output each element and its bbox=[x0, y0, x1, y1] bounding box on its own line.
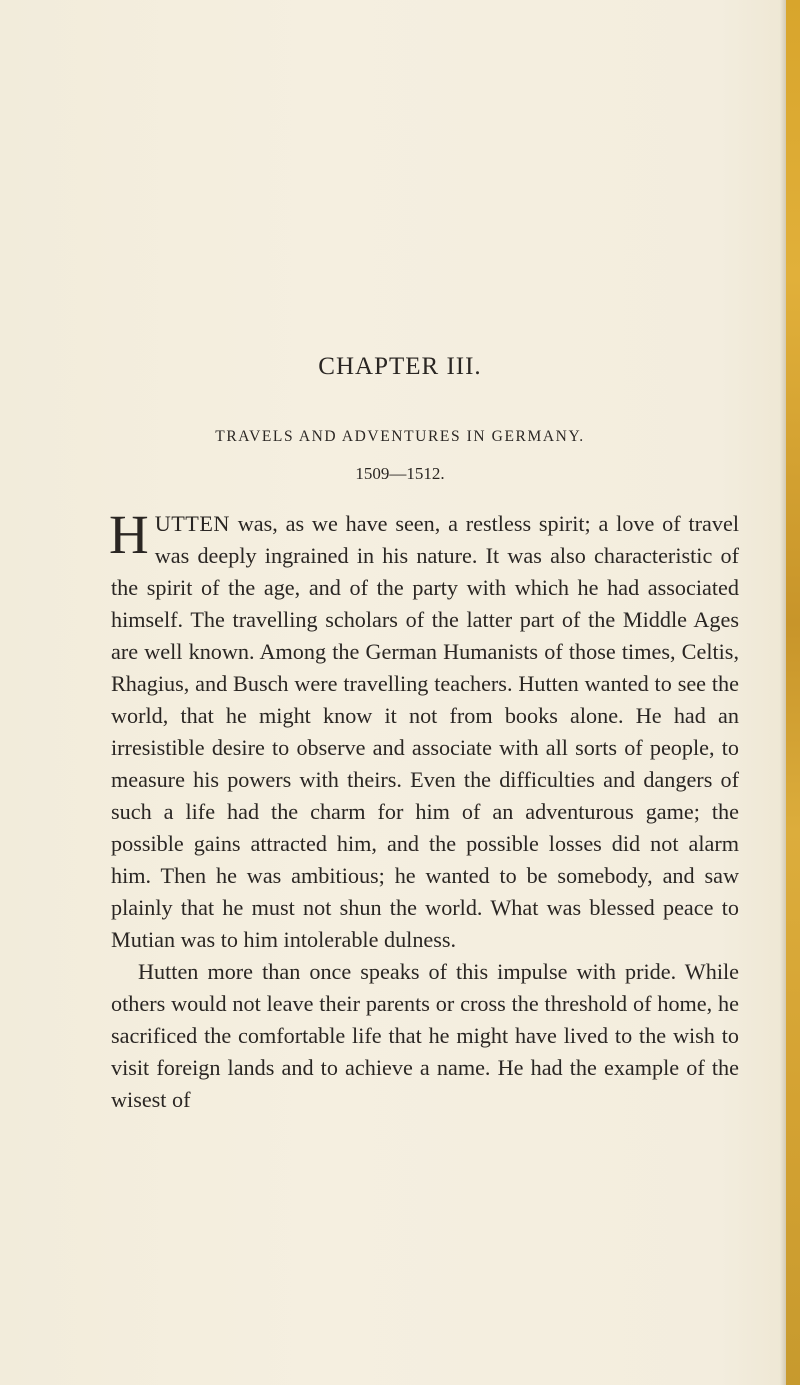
paragraph bbox=[109, 504, 739, 956]
drop-cap: H bbox=[109, 504, 149, 565]
gilt-page-edge bbox=[786, 0, 800, 1385]
chapter-dates: 1509—1512. bbox=[355, 464, 445, 483]
chapter-heading: CHAPTER III. bbox=[318, 353, 482, 380]
body-text bbox=[109, 504, 739, 1116]
paragraph-text: was, as we have seen, a restless spirit; a love of travel was deeply ingrained in his nature. It was also characteristic of the spirit of the age, and of the party with which he had associated himself. The travelling scholars of the latter part of the Middle Ages are well known. Among the German Humanists of those times, Celtis, Rhagius, and Busch were travelling teachers. Hutten wanted to see the world, that he might know it not from books alone. He had an irresistible desire to observe and associate with all sorts of people, to measure his powers with theirs. Even the difficulties and dangers of such a life had the charm for him of an adventurous game; the possible gains attracted him, and the possible losses did not alarm him. Then he was ambitious; he wanted to be somebody, and saw plainly that he must not shun the world. What was blessed peace to Mutian was to him intolerable dulness. bbox=[111, 511, 739, 952]
lead-word: UTTEN bbox=[154, 511, 230, 536]
paragraph: Hutten more than once speaks of this impulse with pride. While others would not leave their parents or cross the threshold of home, he sacrificed the comfortable life that he might have lived to the wish to visit foreign lands and to achieve a name. He had the example of the wisest of bbox=[111, 959, 739, 1112]
chapter-subtitle: TRAVELS AND ADVENTURES IN GERMANY. bbox=[215, 428, 585, 445]
